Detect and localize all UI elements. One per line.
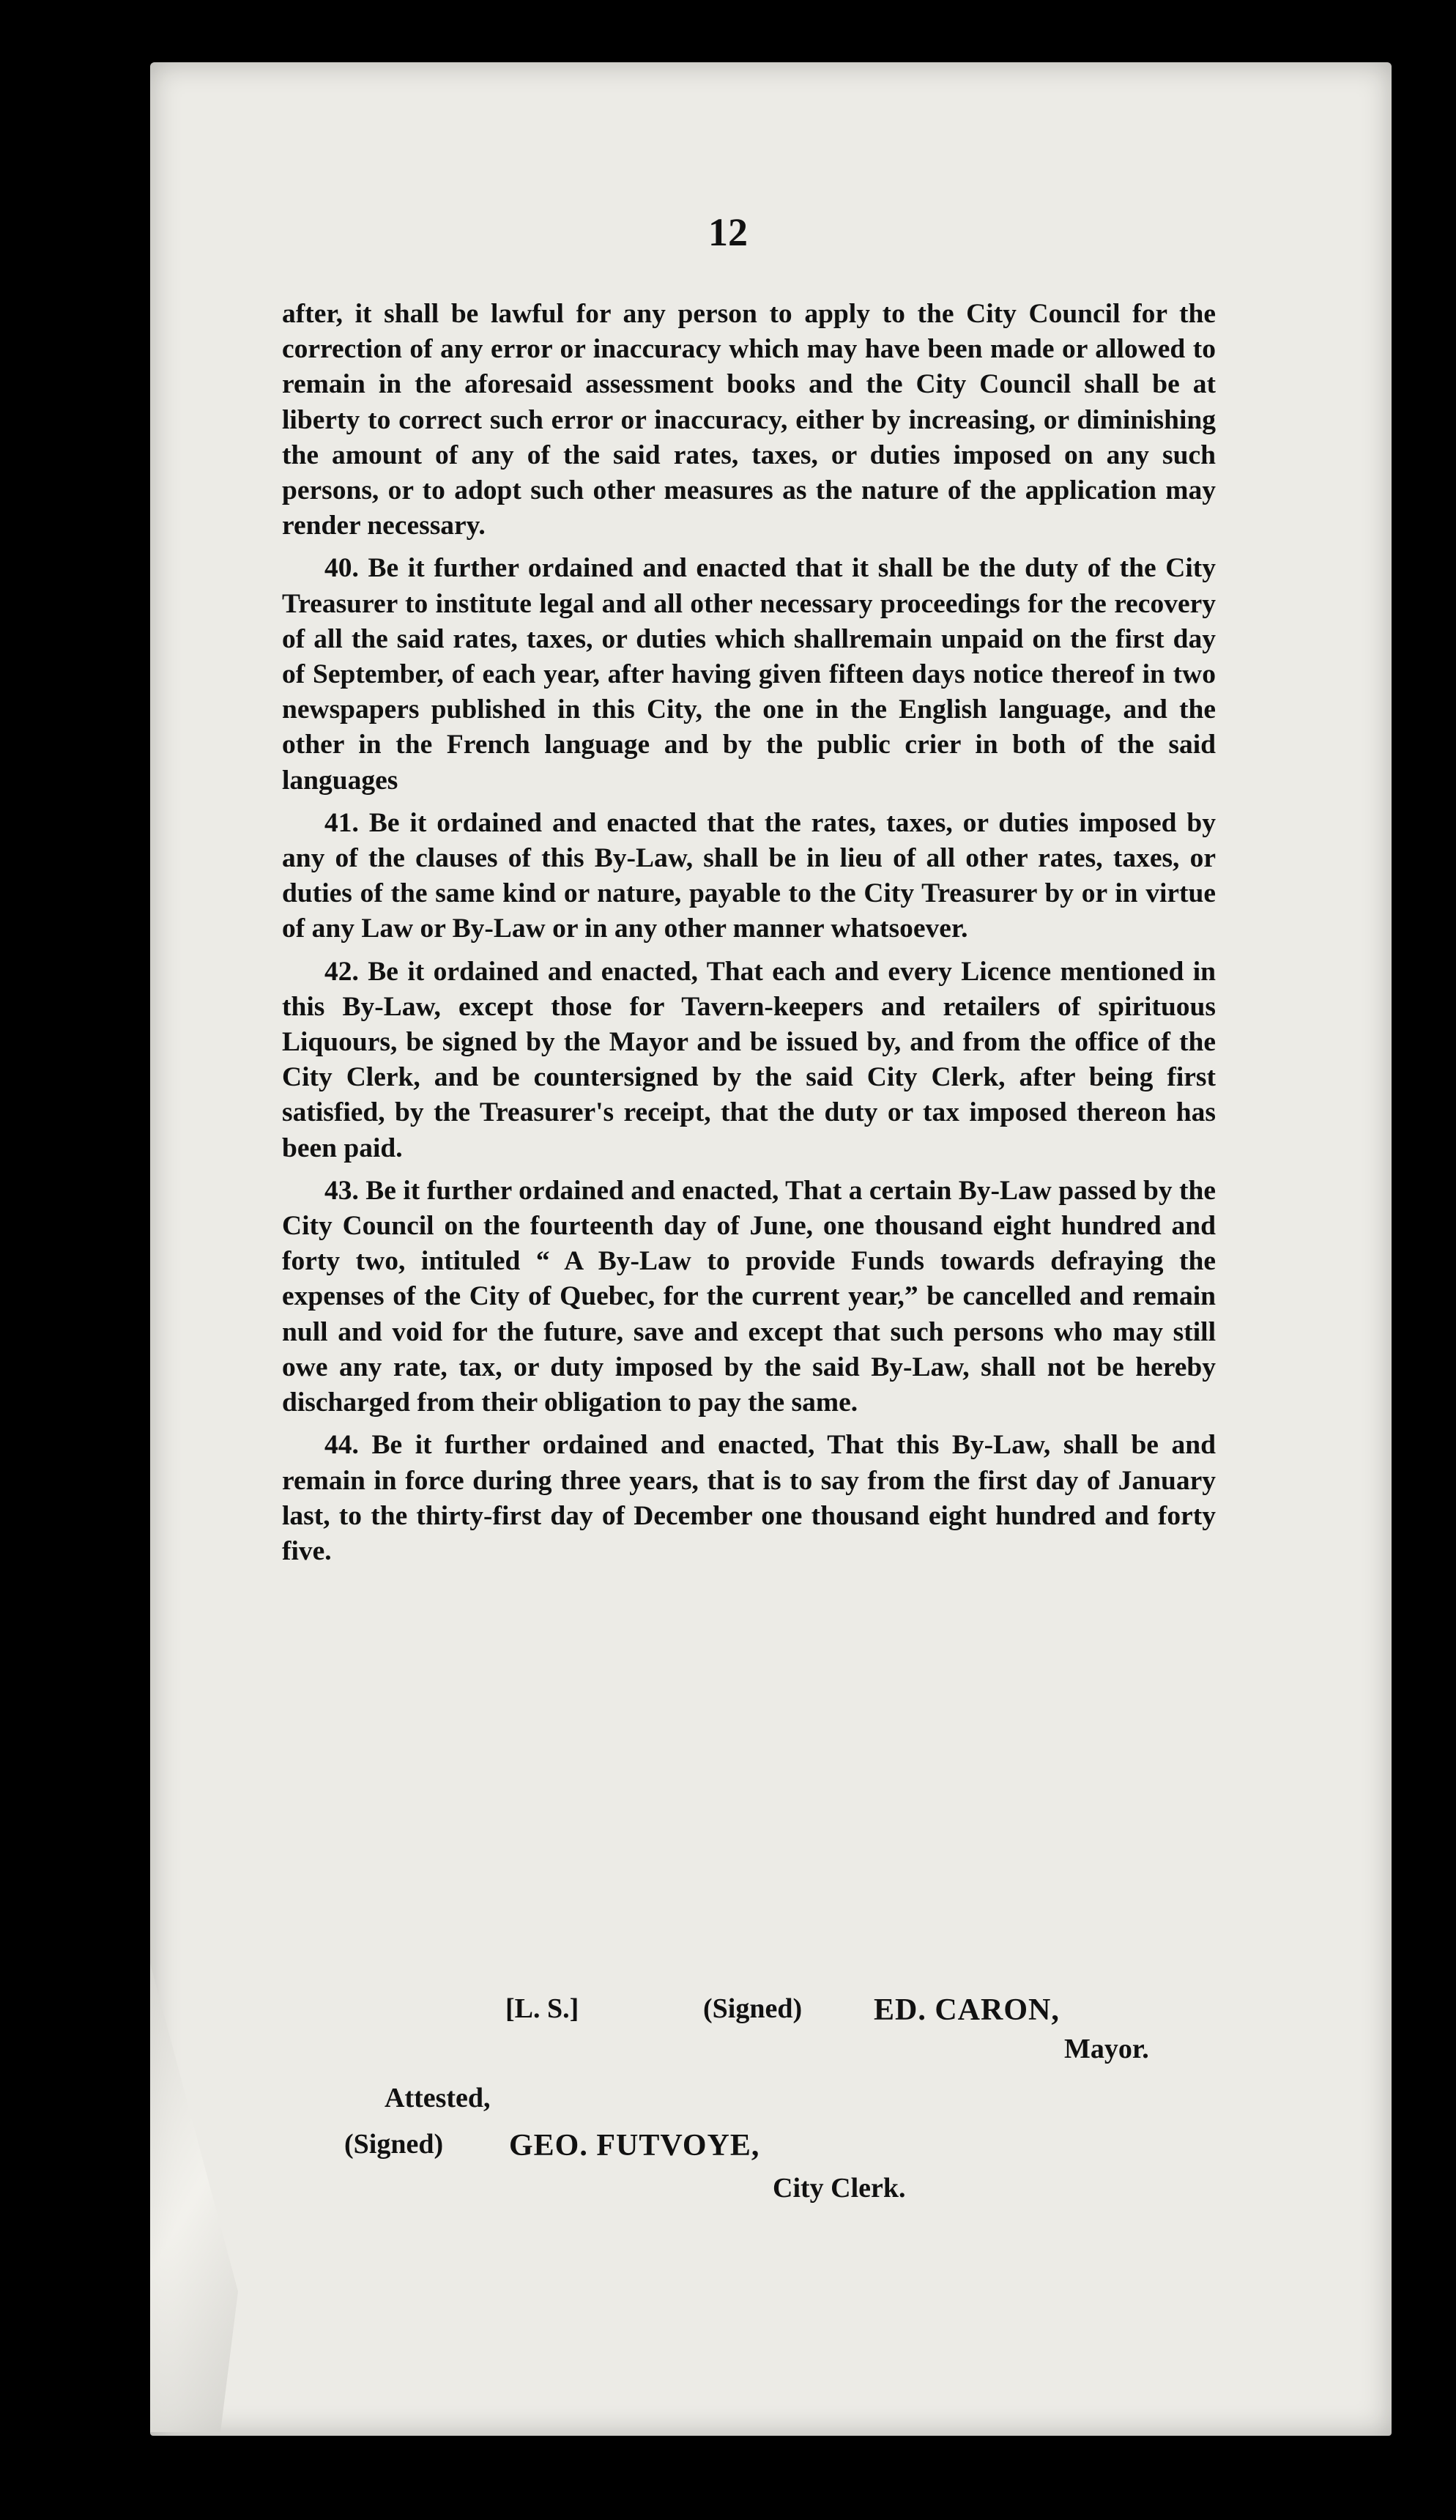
clerk-title: City Clerk. [773,2173,906,2204]
page-number: 12 [708,210,748,254]
paragraph-section-43: 43. Be it further ordained and enacted, That a certain By-Law passed by the City Council on the fourteenth day of June, one thousand eight hundred and forty two, intituled “ A By-Law to provide Funds towards defraying the expenses of the City of Quebec, for the current year,” be cancelled and remain null and void for the future, save and except that such persons who may still owe any rate, tax, or duty imposed by the said By-Law, shall not be hereby discharged from their obligation to pay the same. [282,1175,1216,1418]
paragraph-section-40: 40. Be it further ordained and enacted that it shall be the duty of the City Treasurer to institute legal and all other necessary proceedings for the recovery of all the said rates, taxes, or duties which shallremain unpaid on the first day of September, of each year, after having given fifteen days notice thereof in two newspapers published in this City, the one in the English language, and the other in the French language and by the public crier in both of the said languages [282,553,1216,796]
seal-mark: [L. S.] [505,1993,579,2024]
paragraph-continuation: after, it shall be lawful for any person to apply to the City Council for the correction of any error or inaccuracy which may have been made or allowed to remain in the aforesaid assessment books and the City Council shall be at liberty to correct such error or inaccuracy, either by increasing, or diminishing the amount of any of the said rates, taxes, or duties imposed on any such persons, or to adopt such other measures as the nature of the application may render necessary. [282,299,1216,541]
paragraph-section-44: 44. Be it further ordained and enacted, That this By-Law, shall be and remain in force during three years, that is to say from the first day of January last, to the thirty-first day of December one thousand eight hundred and forty five. [282,1430,1216,1566]
paragraph-section-41: 41. Be it ordained and enacted that the rates, taxes, or duties imposed by any of the clauses of this By-Law, shall be in lieu of all other rates, taxes, or duties of the same kind or nature, payable to the City Treasurer by or in virtue of any Law or By-Law or in any other manner whatsoever. [282,807,1216,944]
mayor-title: Mayor. [1064,2034,1149,2064]
document-body [282,297,1216,1569]
mayor-signed-label: (Signed) [703,1993,803,2024]
clerk-signed-label: (Signed) [344,2129,444,2160]
paragraph-section-42: 42. Be it ordained and enacted, That each and every Licence mentioned in this By-Law, except those for Tavern-keepers and retailers of spirituous Liquours, be signed by the Mayor and be issued by, and from the office of the City Clerk, and be countersigned by the said City Clerk, after being first satisfied, by the Treasurer's receipt, that the duty or tax imposed thereon has been paid. [282,956,1216,1163]
clerk-name: GEO. FUTVOYE, [509,2129,760,2163]
mayor-name: ED. CARON, [874,1993,1060,2027]
attested-label: Attested, [385,2083,491,2113]
